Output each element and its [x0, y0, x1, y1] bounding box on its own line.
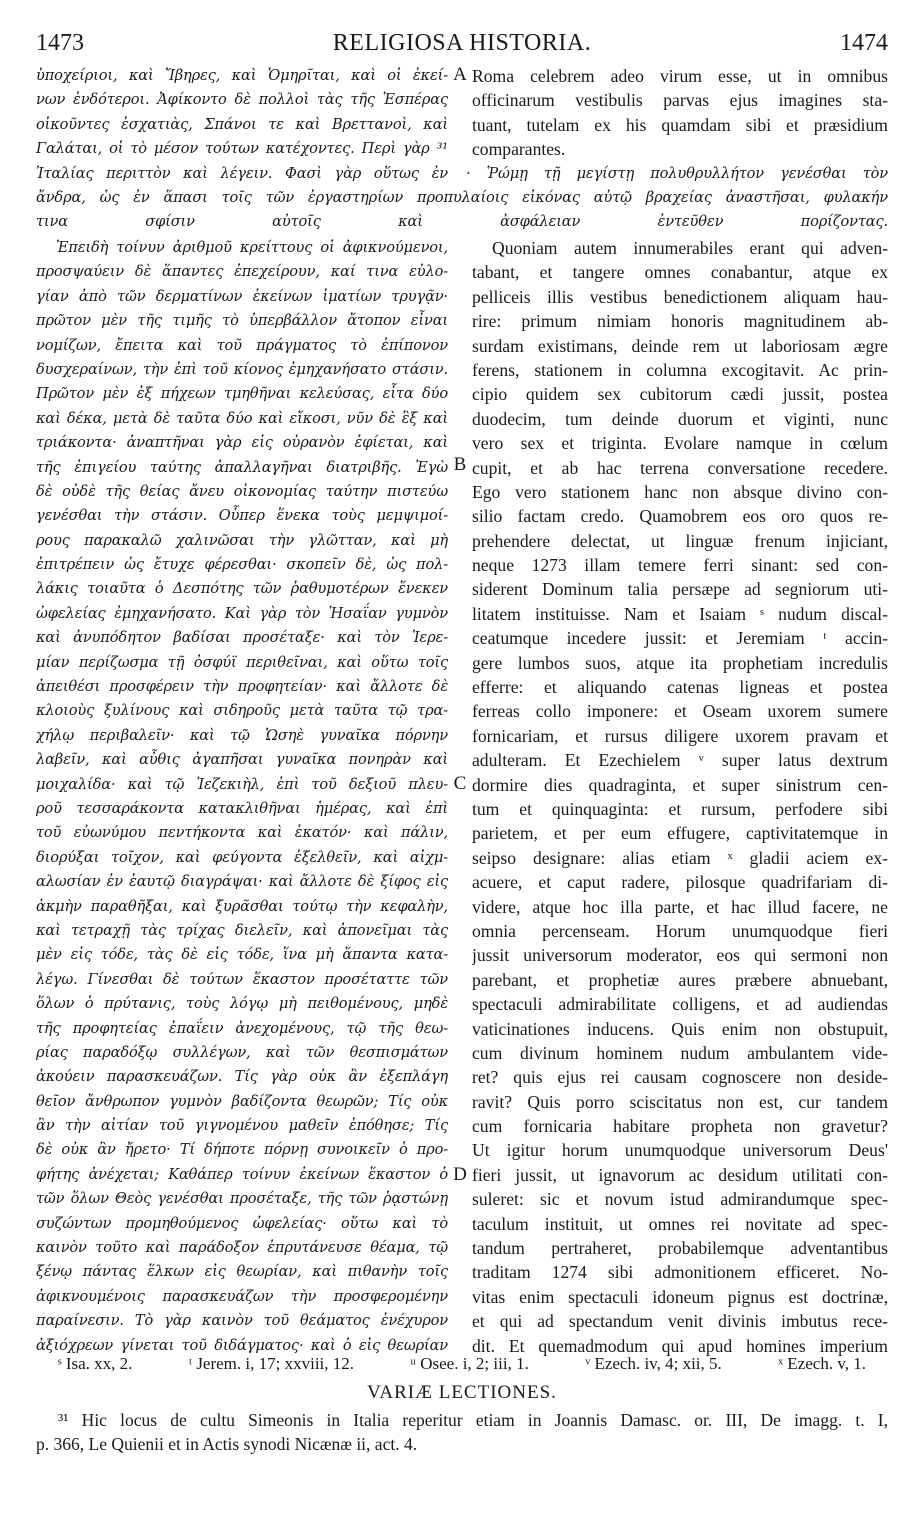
latin-line: seipso designare: alias etiam ˣ gladii aciem ex-	[472, 847, 888, 868]
latin-line: vaticinationes inducens. Quis enim non obstupuit,	[472, 1018, 888, 1039]
latin-line: Ego vero stationem hanc non absque divino con-	[472, 481, 888, 502]
greek-line: προσψαύειν δὲ ἅπαντες ἐπεχείρουν, καί τινα εὐλο-	[36, 263, 448, 281]
greek-line: τῆς ἐπιγείου ταύτης ἀπαλλαγῆναι διατριβῆς. Ἐγὼ	[36, 458, 448, 476]
greek-line: οἰκοῦντες ἐσχατιὰς, Σπάνοι τε καὶ Βρεττανοὶ, καὶ	[36, 115, 448, 133]
latin-line: siderent Dominum talia persæpe ad segniorum uti-	[472, 579, 888, 600]
latin-line: efferre: et aliquando catenas ligneas et postea	[472, 677, 888, 698]
greek-line: λαβεῖν, καὶ αὖθις ἀγαπῆσαι γυναῖκα πονηρὰν καὶ	[36, 751, 448, 769]
greek-line: ξένῳ πάντας ἕλκων εἰς θεωρίαν, καὶ πιθανὴν τοῖς	[36, 1263, 448, 1281]
greek-line: νων ἐνδότεροι. Ἀφίκοντο δὲ πολλοὶ τὰς τῆς Ἑσπέρας	[36, 91, 448, 109]
greek-line: χήλῳ περιβαλεῖν· καὶ τῷ Ὡσηὲ γυναῖκα πόρνην	[36, 726, 448, 744]
latin-column	[472, 236, 888, 1356]
latin-line: cum divinum hominem nudum ambulantem vide-	[472, 1042, 888, 1063]
greek-line: μίαν περίζωσμα τῇ ὀσφύϊ περιθεῖναι, καὶ οὕτω τοῖς	[36, 653, 448, 671]
greek-line: νομίζων, ἔπειτα καὶ τοῦ πράγματος τὸ ἐπίπονον	[36, 336, 448, 354]
latin-line: jussit universorum moderator, eos qui sermoni non	[472, 945, 888, 966]
latin-line: ceatumque incedere jussit: et Jeremiam ᵗ accin-	[472, 628, 888, 649]
greek-line: ἂν τὴν αἰτίαν τοῦ γιγνομένου μαθεῖν ἐπόθησε; Τίς	[36, 1117, 448, 1135]
greek-line: δὲ οὐδὲ τῆς θείας ἄνευ οἰκονομίας ταύτην πιστεύω	[36, 482, 448, 500]
greek-line: αλωσίαν ἐν ἑαυτῷ διαγράψαι· καὶ ἄλλοτε δὲ ξίφος εἰς	[36, 873, 448, 891]
greek-line: τριάκοντα· ἀναπτῆναι γὰρ εἰς οὐρανὸν ἐφίεται, καὶ	[36, 434, 448, 452]
greek-line: ἐπιτρέπειν ὡς ἔτυχε φέρεσθαι· σκοπεῖν δὲ, ὡς πολ-	[36, 556, 448, 574]
greek-line: ὑποχείριοι, καὶ Ἴβηρες, καὶ Ὁμηρῖται, καὶ οἱ ἐκεί-	[36, 67, 448, 84]
greek-line: δὲ οὐκ ἂν ἤρετο· Τί δήποτε πόρνῃ συνοικεῖν ὁ προ-	[36, 1141, 448, 1159]
running-title: RELIGIOSA HISTORIA.	[332, 30, 592, 56]
greek-line: ἀκμὴν παραθῆξαι, καὶ ξυρᾶσθαι τούτῳ τὴν κεφαλὴν,	[36, 897, 448, 915]
latin-line: parebant, et prophetiæ aures præbere abnuebant,	[472, 969, 888, 990]
latin-line: et qui ad spectandum venit divinis imbutus rece-	[472, 1311, 888, 1332]
page-number-left: 1473	[36, 30, 84, 56]
greek-line: τῶν ὅλων Θεὸς γενέσθαι προσέταξε, τῆς τῶν ῥᾳστώνῃ	[36, 1190, 448, 1208]
greek-line: μοιχαλίδα· καὶ τῷ Ἰεζεκιὴλ, ἐπὶ τοῦ δεξιοῦ πλευ-	[36, 775, 448, 793]
greek-line: θεῖον ἄνθρωπον γυμνὸν βαδίζοντα θεωρῶν; Τίς οὐκ	[36, 1092, 448, 1110]
footnote: ˢ Isa. xx, 2.	[58, 1354, 133, 1373]
latin-line: vitas enim spectaculi idoneum pignus est doctrinæ,	[472, 1286, 888, 1307]
latin-line: rire: primum nimiam honoris magnitudinem ab-	[472, 311, 888, 332]
note-line: p. 366, Le Quienii et in Actis synodi Nicænæ ii, act. 4.	[36, 1434, 418, 1454]
greek-line: καὶ ἀνυπόδητον βαδίσαι προσέταξε· καὶ τὸν Ἱερε-	[36, 629, 448, 647]
latin-line: ferens, stationem in columna excogitavit. Ac prin-	[472, 359, 888, 380]
latin-line: fieri jussit, ut ignavorum ac desidum utilitati con-	[472, 1164, 888, 1185]
scripture-references	[36, 1354, 888, 1380]
latin-line: Roma celebrem adeo virum esse, ut in omnibus	[472, 66, 888, 86]
latin-line: prehendere delectat, ut linguæ frenum injiciant,	[472, 530, 888, 551]
latin-line: spectaculi admirabilitate colligens, et ad audiendas	[472, 994, 888, 1015]
latin-line: ret? quis ejus rei causam cognoscere non deside-	[472, 1067, 888, 1088]
greek-line: γίαν ἀπὸ τῶν δερματίνων ἐκείνων ἱματίων τρυγᾷν·	[36, 287, 448, 305]
greek-line: ἀπειθέσι προσφέρειν τὴν προφητείαν· καὶ ἄλλοτε δὲ	[36, 678, 448, 696]
latin-line: litatem instituisse. Nam et Isaiam ˢ nudum discal-	[472, 603, 888, 624]
greek-line: Γαλάται, οἱ τὸ μέσον τούτων κατέχοντες. Περὶ γὰρ ³¹	[36, 140, 448, 158]
latin-line: pelliceis illis vestibus benedictionem aliquam hau-	[472, 286, 888, 307]
greek-line: μὲν εἰς τόδε, τὰς δὲ εἰς τόδε, ἵνα μὴ ἅπαντα κατα-	[36, 946, 448, 964]
greek-line: Ἐπειδὴ τοίνυν ἀριθμοῦ κρείττους οἱ ἀφικνούμενοι,	[56, 239, 448, 256]
latin-line: videre, atque hoc illa parte, et hac illud facere, ne	[472, 896, 888, 917]
greek-line: τοῦ εὐωνύμου πεντήκοντα καὶ ἑκατόν· καὶ πάλιν,	[36, 824, 448, 842]
greek-line: ρους παρακαλῶ χαλινῶσαι τὴν γλῶτταν, καὶ μὴ	[36, 531, 448, 549]
greek-line: δυσχεραίνων, τὴν ἐπὶ τοῦ κίονος ἐμηχανήσατο στάσιν.	[36, 360, 448, 378]
greek-line: ροῦ τεσσαράκοντα κατακλιθῆναι ἡμέρας, καὶ ἐπὶ	[36, 799, 448, 817]
variae-lectiones-note	[36, 1408, 888, 1456]
greek-column	[36, 236, 448, 1356]
greek-line: Πρῶτον μὲν ἐξ πήχεων τμηθῆναι κελεύσας, εἶτα δύο	[36, 385, 448, 403]
latin-line: cupit, et ab hac terrena conversatione recedere.	[472, 457, 888, 478]
latin-line: tabant, et tangere omnes conabantur, atque ex	[472, 262, 888, 283]
latin-line: silio factam credo. Quamobrem eos oro quos re-	[472, 506, 888, 527]
latin-line: adulteram. Et Ezechielem ᵛ super latus dextrum	[472, 750, 888, 771]
greek-line: καινὸν τοῦτο καὶ παράδοξον ἐπρυτάνευσε θέαμα, τῷ	[36, 1239, 448, 1257]
page-number-right: 1474	[840, 30, 888, 56]
latin-line: ravit? Quis porro sciscitatus non est, cur tandem	[472, 1091, 888, 1112]
latin-line: dormire dies quadraginta, et super sinistrum cen-	[472, 774, 888, 795]
greek-top-block	[36, 64, 448, 186]
variae-lectiones-heading: VARIÆ LECTIONES.	[367, 1382, 557, 1403]
latin-line: Ut igitur horum unumquodque universorum Deus'	[472, 1140, 888, 1161]
latin-line: ferreas collo imponere: et Oseam uxorem sumere	[472, 701, 888, 722]
greek-line: τινα σφίσιν αὐτοῖς καὶ ἀσφάλειαν ἐντεῦθεν πορίζοντας.	[36, 213, 888, 231]
margin-letter-b: B	[453, 454, 467, 475]
margin-letter-a: A	[453, 64, 467, 85]
greek-line: ὠφελείας ἐμηχανήσατο. Καὶ γὰρ τὸν Ἡσαΐαν γυμνὸν	[36, 604, 448, 622]
greek-line: λάκις τοιαῦτα ὁ Δεσπότης τῶν ῥαθυμοτέρων ἕνεκεν	[36, 580, 448, 598]
greek-continuation	[466, 162, 888, 186]
latin-line: vero sex et triginta. Evolare namque in cœlum	[472, 433, 888, 454]
latin-line: neque 1273 illam temere ferri sinant: sed con-	[472, 555, 888, 576]
footnote: ˣ Ezech. v, 1.	[778, 1354, 866, 1373]
greek-line: · Ῥώμῃ τῇ μεγίστῃ πολυθρυλλήτον γενέσθαι τὸν	[466, 164, 888, 182]
latin-line: tuant, tutelam ex his quamdam sibi et præsidium	[472, 114, 888, 135]
latin-line: gere lumbos suos, atque ita prophetiam incredulis	[472, 652, 888, 673]
greek-line: λέγω. Γίνεσθαι δὲ τούτων ἕκαστον προσέταττε τῶν	[36, 970, 448, 988]
footnote: ᵗ Jerem. i, 17; xxviii, 12.	[188, 1354, 355, 1373]
greek-line: ἀκούειν παρασκευάζων. Τίς γὰρ οὐκ ἂν ἐξεπλάγη	[36, 1068, 448, 1086]
greek-line: καὶ δέκα, μετὰ δὲ ταῦτα δύο καὶ εἴκοσι, νῦν δὲ ἓξ καὶ	[36, 409, 448, 427]
greek-line: ὅλων ὁ πρύτανις, τοὺς λόγῳ μὴ πειθομένους, μηδὲ	[36, 995, 448, 1013]
latin-line: traditam 1274 sibi admonitionem efficeret. No-	[472, 1262, 888, 1283]
latin-line: officinarum vestibulis parvas ejus imagines sta-	[472, 90, 888, 111]
greek-line: Ἰταλίας περιττὸν καὶ λέγειν. Φασὶ γὰρ οὕτως ἐν	[36, 164, 448, 182]
greek-line: πρῶτον μὲν τῆς τιμῆς τὸ ὑπερβάλλον ἄτοπον εἶναι	[36, 312, 448, 330]
greek-line: γενέσθαι τὴν στάσιν. Οὗπερ ἕνεκα τοὺς μεμψιμοί-	[36, 507, 448, 525]
margin-letter-d: D	[453, 1164, 467, 1185]
latin-line: surdam existimans, deinde rem ut laboriosam ægre	[472, 335, 888, 356]
greek-line: φήτης ἀνέχεται; Καθάπερ τοίνυν ἐκείνων ἕκαστον ὁ	[36, 1165, 448, 1183]
latin-line: tum et quinquaginta: et rursum, perfodere sibi	[472, 798, 888, 819]
latin-line: Quoniam autem innumerabiles erant qui adven-	[492, 238, 888, 258]
latin-line: cipio quidem sex cubitorum cædi jussit, postea	[472, 384, 888, 405]
greek-full-width	[36, 186, 888, 235]
latin-line: taculum instituit, ut omnes rei novitate ad spec-	[472, 1213, 888, 1234]
running-header	[36, 30, 888, 60]
margin-letter-c: C	[453, 773, 467, 794]
latin-line: comparantes.	[472, 139, 566, 160]
latin-top-block	[472, 64, 888, 162]
latin-line: cum fornicaria habitare propheta non gravetur?	[472, 1116, 888, 1137]
latin-line: suleret: sic et novum istud admirandumque spec-	[472, 1189, 888, 1210]
greek-line: καὶ τετραχῇ τὰς τρίχας διελεῖν, καὶ ἀπονεῖμαι τὰς	[36, 921, 448, 939]
greek-line: παραίνεσιν. Τὸ γὰρ καινὸν τοῦ θεάματος ἐνέχυρον	[36, 1312, 448, 1330]
footnote: ᵛ Ezech. iv, 4; xii, 5.	[585, 1354, 722, 1373]
latin-line: acuere, et caput radere, pilosque quadrifariam di-	[472, 872, 888, 893]
latin-line: duodecim, tum deinde duorum et viginti, nunc	[472, 408, 888, 429]
greek-line: ἄνδρα, ὡς ἐν ἅπασι τοῖς τῶν ἐργαστηρίων προπυλαίοις εἰκόνας αὐτῷ βραχείας ἀναστῆσαι, φυλακήν	[36, 189, 888, 206]
greek-line: ρίας παραδόξῳ συλλέγων, καὶ τῶν θεσπισμάτων	[36, 1043, 448, 1061]
greek-line: ἀξιόχρεων γίνεται τοῦ διδάγματος· καὶ ὁ εἰς θεωρίαν	[36, 1336, 448, 1354]
greek-line: κλοιοὺς ξυλίνους καὶ σιδηροῦς μετὰ ταῦτα τῷ τρα-	[36, 702, 448, 720]
latin-line: fornicariam, et rursus diligere uxorem pravam et	[472, 725, 888, 746]
greek-line: τῆς προφητείας ἐπαΐειν ἀνεχομένους, τῷ τῆς θεω-	[36, 1019, 448, 1037]
latin-line: tandum pertraheret, probabilemque adventantibus	[472, 1238, 888, 1259]
latin-line: dit. Et quemadmodum qui apud homines imperium	[472, 1335, 888, 1356]
greek-line: ἀφικνουμένοις παρασκευάζων τὴν προσφερομένην	[36, 1287, 448, 1305]
note-line: ³¹ Hic locus de cultu Simeonis in Italia reperitur etiam in Joannis Damasc. or. III, De imagg. t. I,	[58, 1410, 888, 1430]
greek-line: συζώντων προμηθούμενος ὠφελείας· οὕτω καὶ τὸ	[36, 1214, 448, 1232]
greek-line: διορύξαι τοῖχον, καὶ φεύγοντα ἐξελθεῖν, καὶ αἰχμ-	[36, 848, 448, 866]
latin-line: omnia percenseam. Horum unumquodque fieri	[472, 920, 888, 941]
footnote: ᵘ Osee. i, 2; iii, 1.	[410, 1354, 529, 1373]
latin-line: parietem, et per eum effugere, captivitatemque in	[472, 823, 888, 844]
